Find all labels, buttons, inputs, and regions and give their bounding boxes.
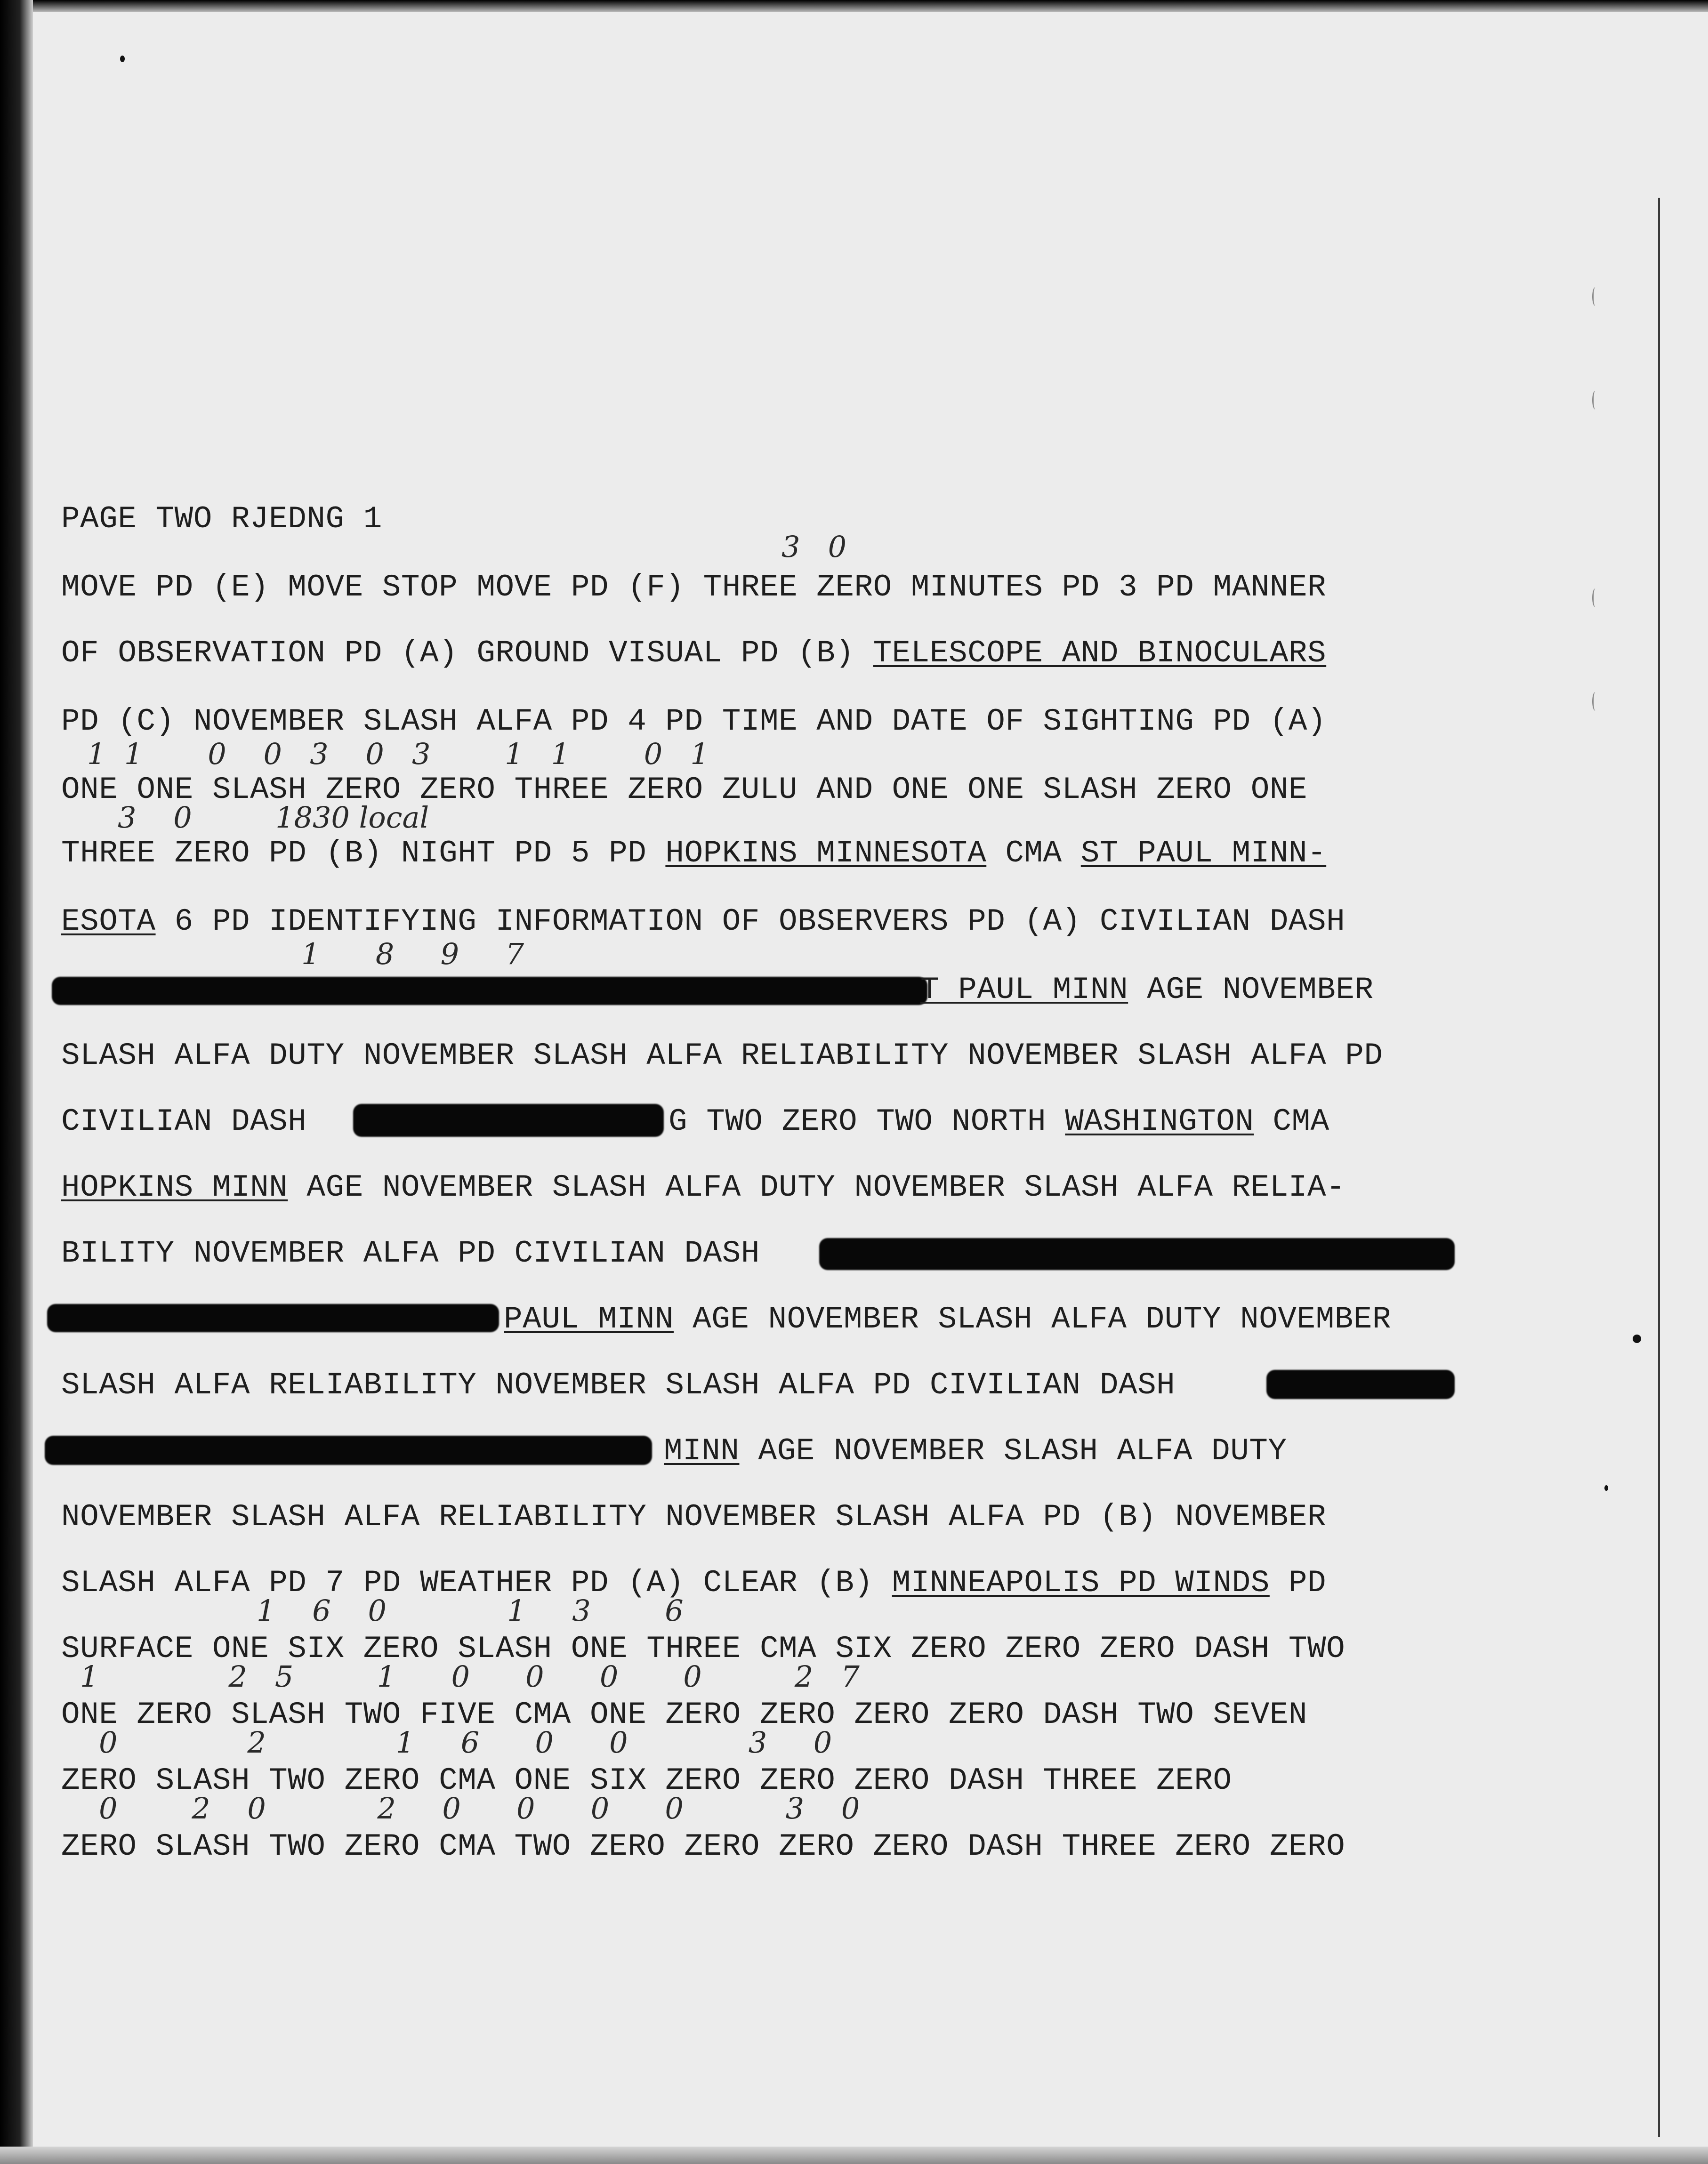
redaction-bar <box>353 1104 664 1137</box>
handwritten-annotation: 3 0 <box>781 530 847 564</box>
punch-speck <box>1633 1335 1641 1343</box>
text-line: PAUL MINN AGE NOVEMBER SLASH ALFA DUTY NOVEMBER <box>504 1302 1392 1337</box>
handwritten-annotation: 3 0 1830 local <box>118 800 429 835</box>
scan-left-edge <box>0 0 33 2164</box>
dust-speck <box>1604 1485 1608 1491</box>
redaction-bar <box>45 1436 652 1465</box>
redaction-bar <box>47 1304 499 1332</box>
redaction-bar <box>819 1238 1455 1270</box>
edge-mark <box>1592 287 1598 306</box>
text-line: CIVILIAN DASH <box>61 1104 326 1139</box>
text-line: ESOTA 6 PD IDENTIFYING INFORMATION OF OBSERVERS PD (A) CIVILIAN DASH <box>61 904 1345 939</box>
text-line: ONE ONE SLASH ZERO ZERO THREE ZERO ZULU AND ONE ONE SLASH ZERO ONE <box>61 772 1308 807</box>
text-line: PD (C) NOVEMBER SLASH ALFA PD 4 PD TIME AND DATE OF SIGHTING PD (A) <box>61 704 1327 739</box>
page-header: PAGE TWO RJEDNG 1 <box>61 501 382 537</box>
handwritten-annotation: 1 6 0 1 3 6 <box>257 1593 684 1628</box>
text-line: G TWO ZERO TWO NORTH WASHINGTON CMA <box>669 1104 1329 1139</box>
text-line: ZERO SLASH TWO ZERO CMA TWO ZERO ZERO ZERO ZERO DASH THREE ZERO ZERO <box>61 1829 1345 1864</box>
edge-mark <box>1592 692 1598 711</box>
edge-mark <box>1592 588 1598 607</box>
text-line: SLASH ALFA RELIABILITY NOVEMBER SLASH ALFA PD CIVILIAN DASH <box>61 1368 1176 1403</box>
redaction-bar <box>52 977 927 1005</box>
text-line: SLASH ALFA DUTY NOVEMBER SLASH ALFA RELIABILITY NOVEMBER SLASH ALFA PD <box>61 1038 1383 1073</box>
handwritten-annotation: 1 2 5 1 0 0 0 0 2 7 <box>80 1659 860 1694</box>
handwritten-annotation: 1 1 0 0 3 0 3 1 1 0 1 <box>87 737 709 771</box>
text-line: THREE ZERO PD (B) NIGHT PD 5 PD HOPKINS MINNESOTA CMA ST PAUL MINN- <box>61 836 1327 871</box>
scan-bottom-edge <box>0 2147 1708 2164</box>
redaction-bar <box>1266 1370 1455 1399</box>
text-line: T PAUL MINN AGE NOVEMBER <box>920 972 1374 1007</box>
scan-right-fold-line <box>1658 198 1660 2137</box>
text-line: BILITY NOVEMBER ALFA PD CIVILIAN DASH <box>61 1236 760 1271</box>
dust-speck <box>120 56 125 62</box>
handwritten-annotation: 0 2 1 6 0 0 3 0 <box>99 1725 832 1760</box>
text-line: SURFACE ONE SIX ZERO SLASH ONE THREE CMA SIX ZERO ZERO ZERO DASH TWO <box>61 1631 1345 1666</box>
text-line: ZERO SLASH TWO ZERO CMA ONE SIX ZERO ZERO ZERO DASH THREE ZERO <box>61 1763 1232 1798</box>
text-line: MOVE PD (E) MOVE STOP MOVE PD (F) THREE ZERO MINUTES PD 3 PD MANNER <box>61 570 1327 605</box>
handwritten-annotation: 1 8 9 7 <box>301 937 524 971</box>
text-line: MINN AGE NOVEMBER SLASH ALFA DUTY <box>664 1433 1287 1469</box>
text-line: OF OBSERVATION PD (A) GROUND VISUAL PD (B) TELESCOPE AND BINOCULARS <box>61 636 1327 671</box>
text-line: ONE ZERO SLASH TWO FIVE CMA ONE ZERO ZERO ZERO ZERO DASH TWO SEVEN <box>61 1697 1308 1732</box>
edge-mark <box>1592 391 1598 410</box>
text-line: HOPKINS MINN AGE NOVEMBER SLASH ALFA DUTY NOVEMBER SLASH ALFA RELIA- <box>61 1170 1345 1205</box>
text-line: NOVEMBER SLASH ALFA RELIABILITY NOVEMBER SLASH ALFA PD (B) NOVEMBER <box>61 1499 1327 1535</box>
scan-top-edge <box>0 0 1708 12</box>
handwritten-annotation: 0 2 0 2 0 0 0 0 3 0 <box>99 1791 860 1826</box>
text-line: SLASH ALFA PD 7 PD WEATHER PD (A) CLEAR (B) MINNEAPOLIS PD WINDS PD <box>61 1565 1327 1601</box>
